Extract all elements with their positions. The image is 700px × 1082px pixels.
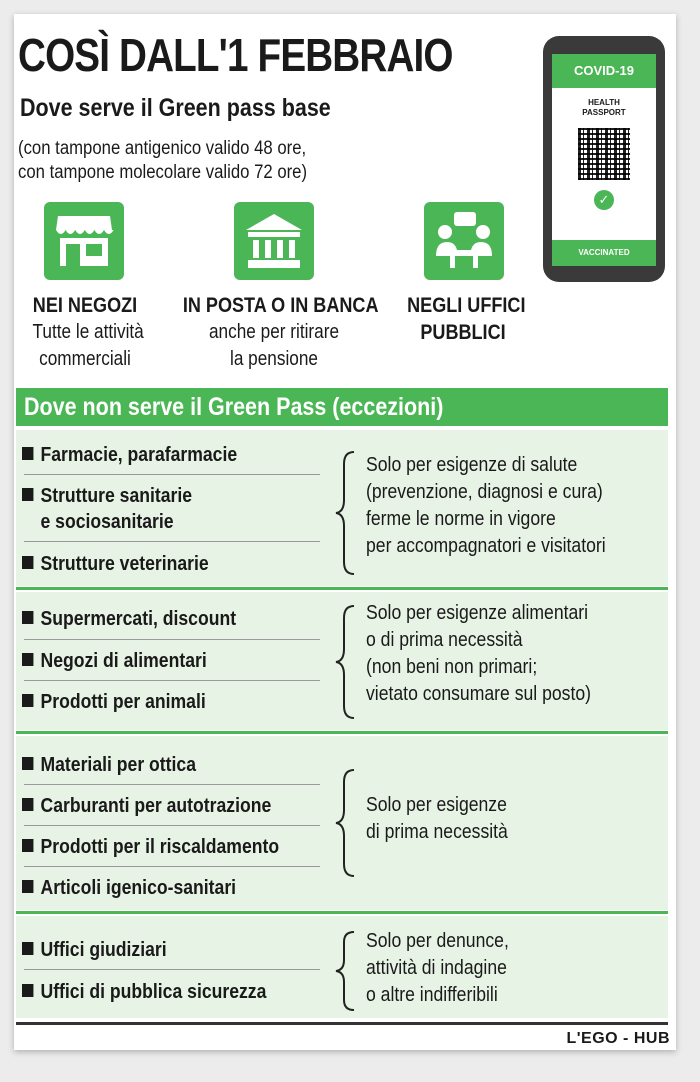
place-caption-post-bank [168, 292, 380, 373]
page-title: COSÌ DALL'1 FEBBRAIO [18, 29, 453, 81]
divider [24, 866, 320, 867]
check-icon: ✓ [594, 190, 614, 210]
list-item: Materiali per ottica [22, 752, 196, 778]
place-title-2: PUBBLICI [420, 321, 506, 344]
shop-icon [44, 202, 124, 280]
group-note: Solo per esigenze di salute (prevenzione, diagnosi e cura) ferme le norme in vigore per accompagnatori e visitatori [366, 454, 606, 557]
group-note: Solo per esigenze di prima necessità [366, 794, 508, 843]
list-item: Farmacie, parafarmacie [22, 442, 237, 468]
subtitle-note-line-2: con tampone molecolare valido 72 ore) [18, 162, 308, 183]
subtitle-note-line-1: (con tampone antigenico valido 48 ore, [18, 138, 307, 159]
list-item: Strutture veterinarie [22, 551, 209, 577]
divider [24, 680, 320, 681]
divider [24, 969, 320, 970]
covid-label: COVID-19 [552, 54, 656, 88]
place-desc-1: Tutte le attività [32, 321, 144, 343]
passport-line-1: HEALTH [588, 98, 620, 107]
list-item: Prodotti per il riscaldamento [22, 834, 279, 860]
brace-icon [334, 450, 356, 576]
brace-icon [334, 768, 356, 878]
phone-screen [552, 54, 656, 266]
place-desc-2: commerciali [39, 348, 131, 370]
group-note: Solo per denunce, attività di indagine o altre indifferibili [366, 930, 509, 1006]
credit-label: L'EGO - HUB [566, 1030, 670, 1047]
exceptions-heading: Dove non serve il Green Pass (eccezioni) [24, 393, 444, 421]
divider [24, 784, 320, 785]
bottom-rule [16, 1022, 668, 1025]
list-item: Articoli igenico-sanitari [22, 875, 236, 901]
exceptions-heading-band [16, 388, 668, 426]
divider [24, 474, 320, 475]
group-separator [16, 911, 668, 914]
place-desc-2: la pensione [230, 348, 318, 370]
vaccinated-label: VACCINATED [552, 240, 656, 266]
place-title: NEGLI UFFICI [407, 294, 526, 317]
subtitle: Dove serve il Green pass base [20, 94, 331, 122]
health-passport-label [552, 98, 656, 118]
group-note: Solo per esigenze alimentari o di prima necessità (non beni non primari; vietato consumare sul posto) [366, 602, 592, 705]
place-title: NEI NEGOZI [32, 294, 138, 317]
group-separator [16, 731, 668, 734]
brace-icon [334, 930, 356, 1012]
divider [24, 825, 320, 826]
list-item: Strutture sanitarie e sociosanitarie [22, 483, 192, 535]
list-item: Prodotti per animali [22, 689, 206, 715]
place-desc-1: anche per ritirare [208, 321, 340, 343]
place-title: IN POSTA O IN BANCA [182, 294, 379, 317]
list-item: Negozi di alimentari [22, 648, 207, 674]
passport-line-2: PASSPORT [582, 108, 626, 117]
divider [24, 639, 320, 640]
place-caption-public-offices [398, 292, 528, 346]
list-item: Supermercati, discount [22, 606, 236, 632]
group-separator [16, 587, 668, 590]
list-item: Uffici giudiziari [22, 937, 167, 963]
qr-code-icon [578, 128, 630, 180]
bank-icon [234, 202, 314, 280]
office-meeting-icon [424, 202, 504, 280]
list-item: Carburanti per autotrazione [22, 793, 271, 819]
divider [24, 541, 320, 542]
list-item: Uffici di pubblica sicurezza [22, 979, 266, 1005]
brace-icon [334, 604, 356, 720]
place-caption-shops [24, 292, 146, 373]
phone-illustration [543, 36, 665, 282]
